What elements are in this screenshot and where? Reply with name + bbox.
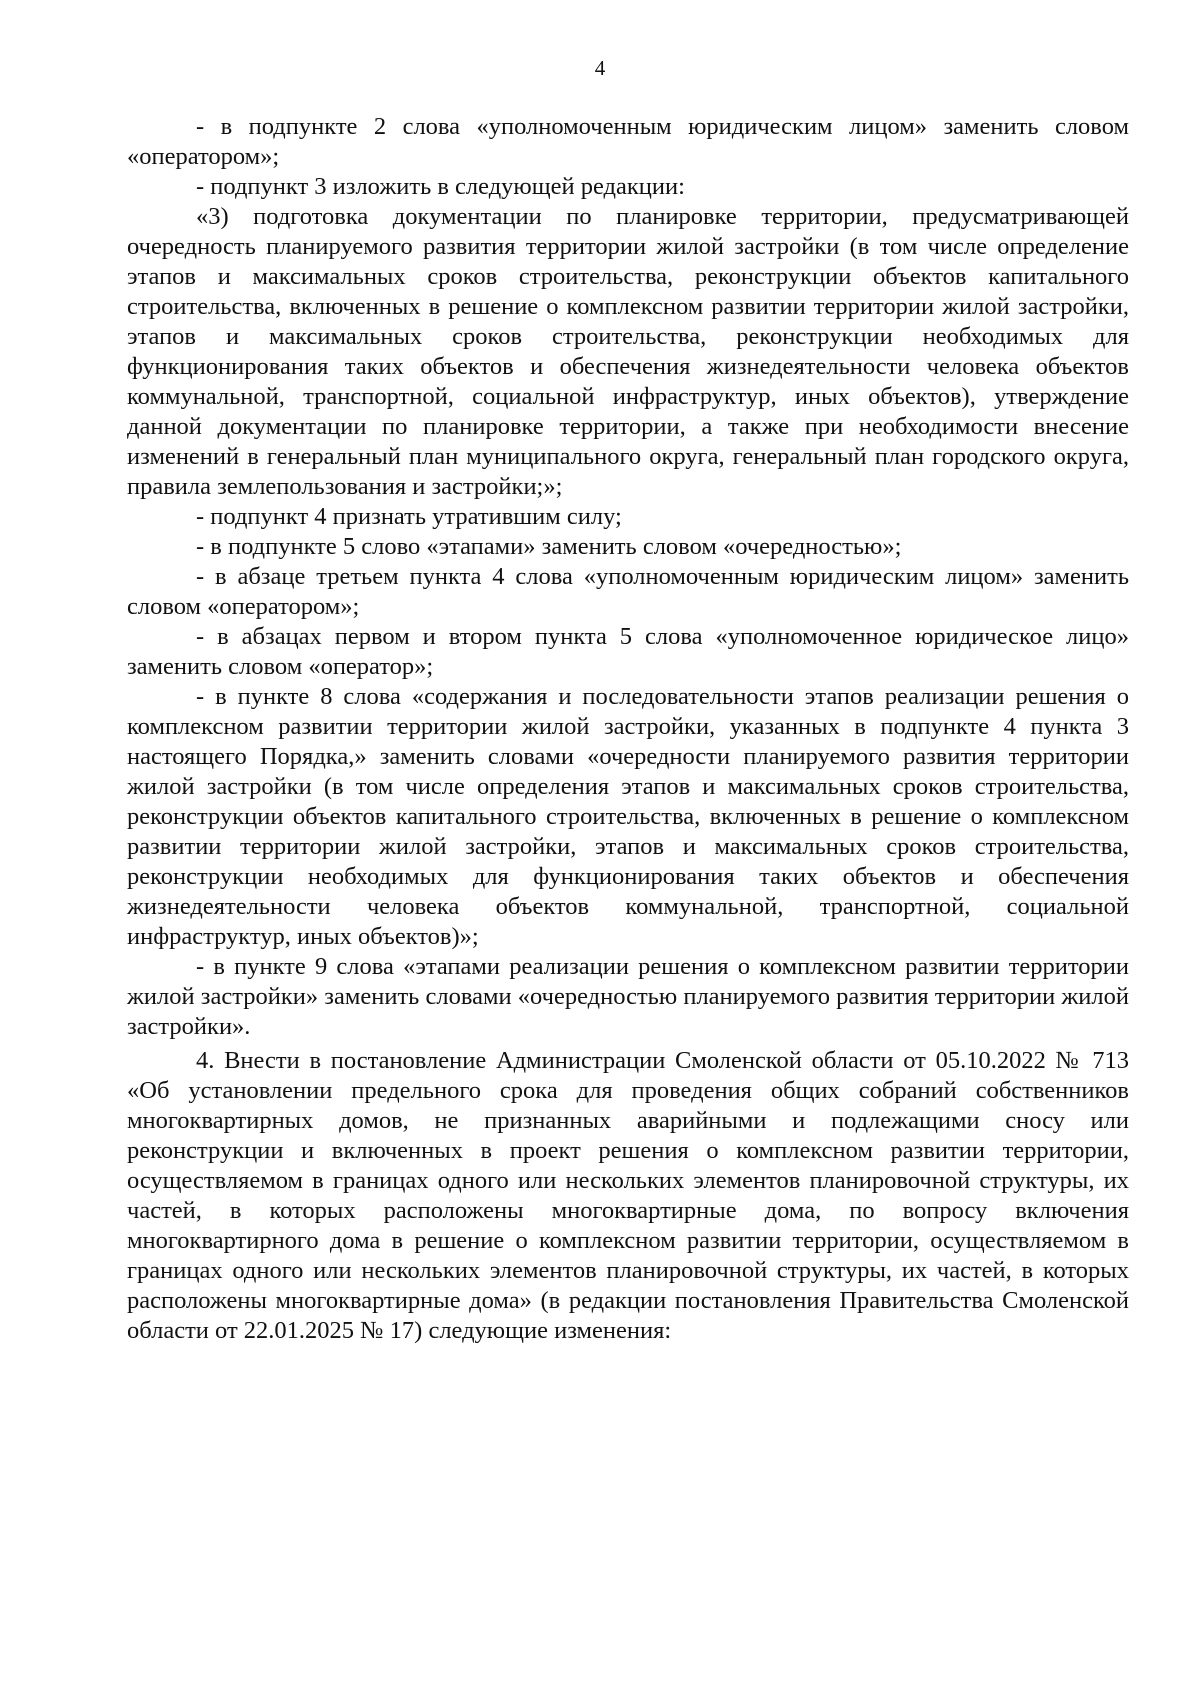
paragraph: - в подпункте 5 слово «этапами» заменить словом «очередностью»;	[196, 533, 902, 560]
paragraph: - в пункте 8 слова «содержания и последовательности этапов реализации решения о комплексном развитии территории жилой застройки, указанных в подпункте 4 пункта 3 настоящего Порядка,» заменить словами «очередности планируемого развития территории жилой застройки (в том числе определения этапов и максимальных сроков строительства, реконструкции объектов капитального строительства, включенных в решение о комплексном развитии территории жилой застройки, этапов и максимальных сроков строительства, реконструкции необходимых для функционирования таких объектов и обеспечения жизнедеятельности человека объектов коммунальной, транспортной, социальной инфраструктур, иных объектов)»;	[127, 683, 1129, 950]
paragraph: - в подпункте 2 слова «уполномоченным юридическим лицом» заменить словом «оператором»;	[127, 113, 1129, 170]
paragraph: - в абзаце третьем пункта 4 слова «уполномоченным юридическим лицом» заменить словом «оператором»;	[127, 563, 1129, 620]
paragraph-section-4: 4. Внести в постановление Администрации Смоленской области от 05.10.2022 № 713 «Об установлении предельного срока для проведения общих собраний собственников многоквартирных домов, не признанных аварийными и подлежащими сносу или реконструкции и включенных в проект решения о комплексном развитии территории, осуществляемом в границах одного или нескольких элементов планировочной структуры, их частей, в которых расположены многоквартирные дома, по вопросу включения многоквартирного дома в решение о комплексном развитии территории, осуществляемом в границах одного или нескольких элементов планировочной структуры, их частей, в которых расположены многоквартирные дома» (в редакции постановления Правительства Смоленской области от 22.01.2025 № 17) следующие изменения:	[127, 1047, 1129, 1344]
document-body	[127, 112, 1129, 1346]
paragraph: «3) подготовка документации по планировке территории, предусматривающей очередность планируемого развития территории жилой застройки (в том числе определение этапов и максимальных сроков строительства, реконструкции объектов капитального строительства, включенных в решение о комплексном развитии территории жилой застройки, этапов и максимальных сроков строительства, реконструкции необходимых для функционирования таких объектов и обеспечения жизнедеятельности человека объектов коммунальной, транспортной, социальной инфраструктур, иных объектов), утверждение данной документации по планировке территории, а также при необходимости внесение изменений в генеральный план муниципального округа, генеральный план городского округа, правила землепользования и застройки;»;	[127, 203, 1129, 500]
paragraph: - в абзацах первом и втором пункта 5 слова «уполномоченное юридическое лицо» заменить словом «оператор»;	[127, 623, 1129, 680]
paragraph: - в пункте 9 слова «этапами реализации решения о комплексном развитии территории жилой застройки» заменить словами «очередностью планируемого развития территории жилой застройки».	[127, 953, 1129, 1040]
paragraph: - подпункт 3 изложить в следующей редакции:	[196, 173, 685, 200]
page-number: 4	[594, 56, 606, 80]
paragraph: - подпункт 4 признать утратившим силу;	[196, 503, 622, 530]
